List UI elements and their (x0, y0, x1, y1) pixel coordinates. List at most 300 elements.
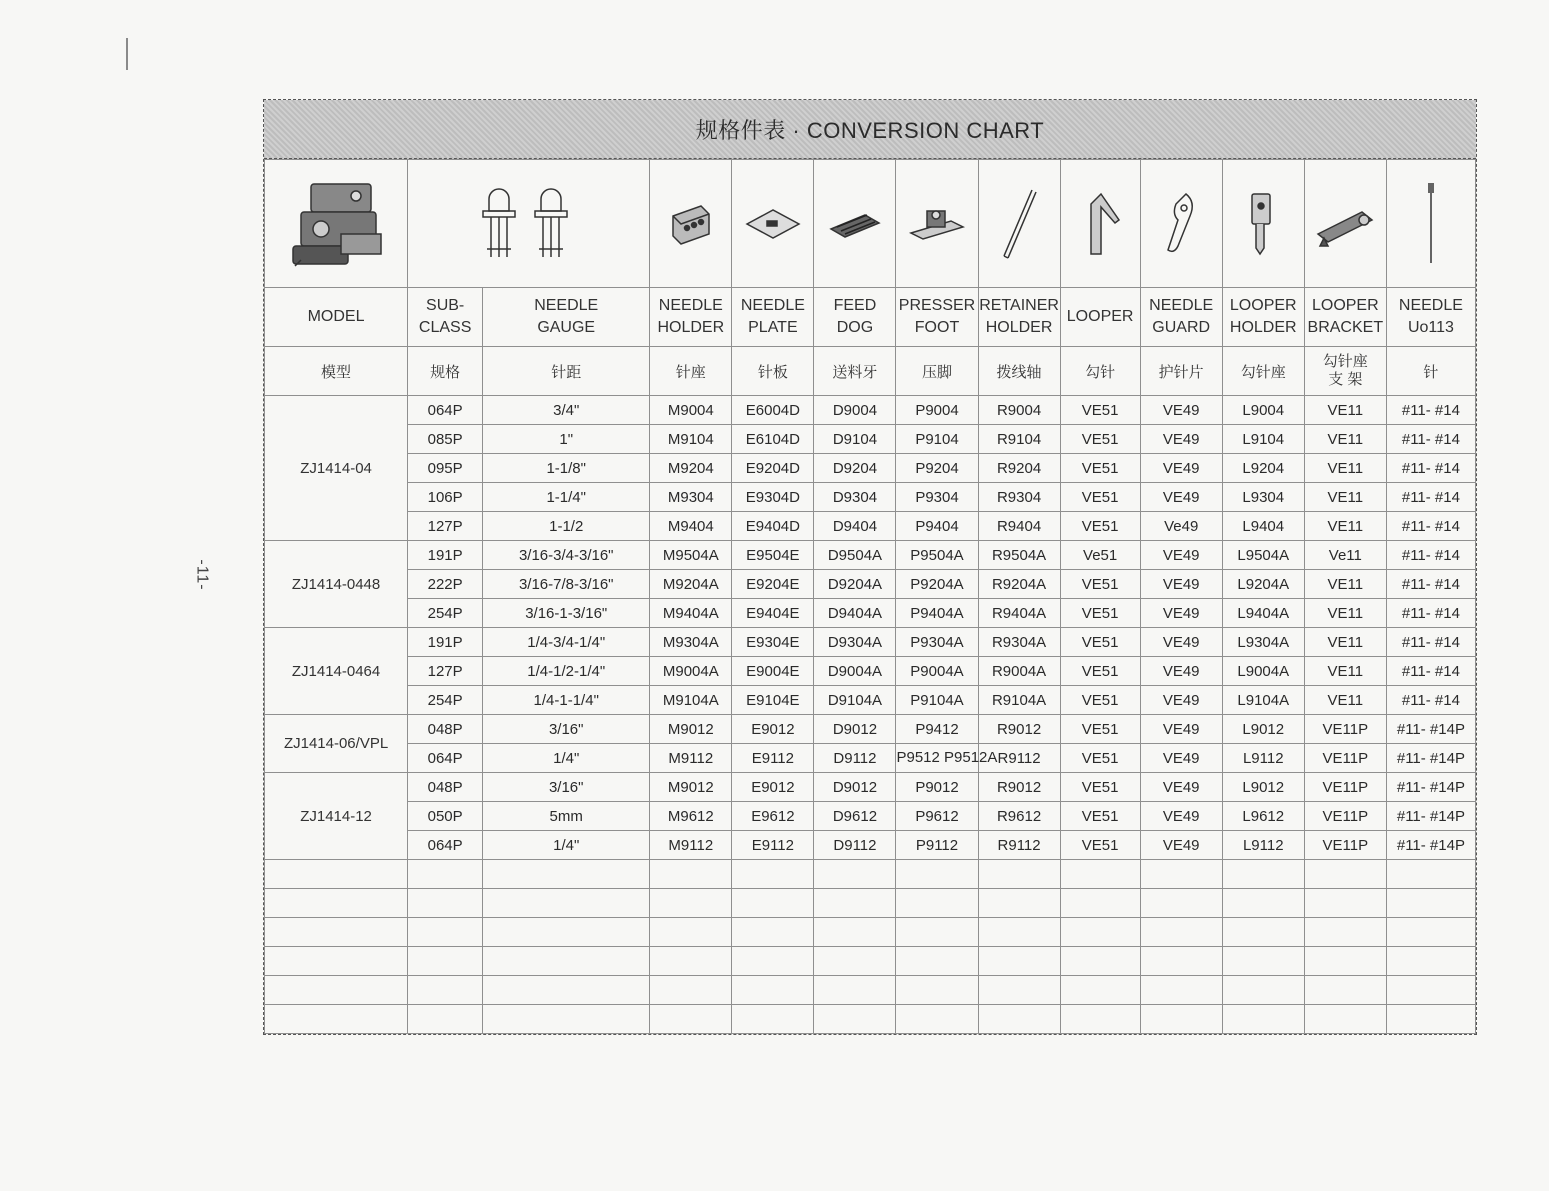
empty-cell (732, 889, 814, 918)
col-needle-holder-header-zh: 针座 (650, 347, 732, 396)
table-cell: P9512 P9512A (896, 744, 978, 773)
table-cell: D9304A (814, 628, 896, 657)
table-row (265, 483, 1476, 512)
col-presser-foot-header-zh: 压脚 (896, 347, 978, 396)
looper-holder-icon (1222, 160, 1304, 288)
table-cell: #11- #14 (1386, 396, 1475, 425)
empty-row (265, 1005, 1476, 1034)
table-cell: M9012 (650, 715, 732, 744)
empty-cell (896, 976, 978, 1005)
table-cell: L9112 (1222, 744, 1304, 773)
table-cell: VE11P (1304, 802, 1386, 831)
empty-cell (1304, 1005, 1386, 1034)
table-cell: E9504E (732, 541, 814, 570)
table-cell: E9012 (732, 715, 814, 744)
needle-holder-icon (650, 160, 732, 288)
empty-cell (1222, 947, 1304, 976)
chart-title: 规格件表 · CONVERSION CHART (264, 100, 1476, 159)
table-cell: L9504A (1222, 541, 1304, 570)
empty-cell (1140, 918, 1222, 947)
table-cell: R9204 (978, 454, 1060, 483)
table-cell: 064P (408, 831, 483, 860)
col-gauge-header: NEEDLE GAUGE (483, 288, 650, 347)
empty-cell (483, 889, 650, 918)
table-cell: R9104A (978, 686, 1060, 715)
table-cell: R9012 (978, 715, 1060, 744)
needle-gauge-icon (408, 160, 650, 288)
table-cell: E9104E (732, 686, 814, 715)
table-cell: 3/16-3/4-3/16" (483, 541, 650, 570)
table-cell: 1-1/4" (483, 483, 650, 512)
table-cell: 064P (408, 396, 483, 425)
table-cell: R9504A (978, 541, 1060, 570)
table-cell: VE49 (1140, 454, 1222, 483)
table-cell: 3/16-1-3/16" (483, 599, 650, 628)
col-subclass-header: SUB- CLASS (408, 288, 483, 347)
empty-cell (1222, 976, 1304, 1005)
header-row-chinese (265, 347, 1476, 396)
table-cell: 064P (408, 744, 483, 773)
empty-cell (408, 889, 483, 918)
table-cell: VE51 (1060, 657, 1140, 686)
empty-cell (265, 947, 408, 976)
looper-icon (1060, 160, 1140, 288)
table-cell: M9204 (650, 454, 732, 483)
table-cell: 3/4" (483, 396, 650, 425)
table-cell: VE49 (1140, 744, 1222, 773)
table-cell: P9204A (896, 570, 978, 599)
empty-cell (483, 860, 650, 889)
margin-mark (126, 38, 128, 70)
empty-cell (1222, 918, 1304, 947)
col-retainer-holder-header-zh: 拨线轴 (978, 347, 1060, 396)
table-cell: P9404 (896, 512, 978, 541)
table-cell: VE11P (1304, 831, 1386, 860)
empty-cell (1140, 860, 1222, 889)
empty-cell (978, 1005, 1060, 1034)
table-cell: P9304A (896, 628, 978, 657)
table-cell: E6004D (732, 396, 814, 425)
col-feed-dog-header: FEED DOG (814, 288, 896, 347)
col-looper-header: LOOPER (1060, 288, 1140, 347)
table-cell: L9104A (1222, 686, 1304, 715)
table-cell: VE49 (1140, 425, 1222, 454)
table-cell: E9404E (732, 599, 814, 628)
table-cell: P9004 (896, 396, 978, 425)
empty-cell (650, 860, 732, 889)
empty-cell (408, 976, 483, 1005)
table-cell: VE49 (1140, 396, 1222, 425)
conversion-chart-table (264, 159, 1476, 1034)
table-cell: VE11 (1304, 483, 1386, 512)
empty-cell (1386, 918, 1475, 947)
table-cell: L9012 (1222, 773, 1304, 802)
empty-cell (1060, 889, 1140, 918)
table-cell: M9404A (650, 599, 732, 628)
empty-row (265, 860, 1476, 889)
table-cell: R9304 (978, 483, 1060, 512)
table-row (265, 744, 1476, 773)
table-cell: VE51 (1060, 686, 1140, 715)
table-cell: #11- #14P (1386, 744, 1475, 773)
table-cell: L9204A (1222, 570, 1304, 599)
table-cell: R9112 (978, 831, 1060, 860)
table-cell: Ve11 (1304, 541, 1386, 570)
table-cell: L9404A (1222, 599, 1304, 628)
empty-cell (650, 976, 732, 1005)
table-cell: VE11 (1304, 570, 1386, 599)
table-cell: 3/16" (483, 773, 650, 802)
table-cell: 106P (408, 483, 483, 512)
col-needle-plate-header-zh: 针板 (732, 347, 814, 396)
empty-cell (265, 860, 408, 889)
empty-cell (732, 860, 814, 889)
table-cell: M9104 (650, 425, 732, 454)
table-cell: R9204A (978, 570, 1060, 599)
table-cell: L9304 (1222, 483, 1304, 512)
table-cell: P9112 (896, 831, 978, 860)
feed-dog-icon (814, 160, 896, 288)
table-cell: 1/4" (483, 831, 650, 860)
table-cell: #11- #14 (1386, 657, 1475, 686)
table-cell: 254P (408, 686, 483, 715)
col-needle-holder-header: NEEDLE HOLDER (650, 288, 732, 347)
table-cell: R9004A (978, 657, 1060, 686)
empty-cell (732, 976, 814, 1005)
table-cell: VE11 (1304, 396, 1386, 425)
table-cell: M9004A (650, 657, 732, 686)
table-cell: VE49 (1140, 802, 1222, 831)
table-row (265, 715, 1476, 744)
table-cell: M9104A (650, 686, 732, 715)
table-cell: #11- #14P (1386, 715, 1475, 744)
table-cell: #11- #14 (1386, 483, 1475, 512)
looper-bracket-icon (1304, 160, 1386, 288)
table-cell: 085P (408, 425, 483, 454)
empty-cell (896, 860, 978, 889)
empty-cell (1060, 976, 1140, 1005)
table-cell: L9004 (1222, 396, 1304, 425)
table-cell: VE11P (1304, 744, 1386, 773)
table-row (265, 396, 1476, 425)
col-gauge-header-zh: 针距 (483, 347, 650, 396)
col-looper-holder-header: LOOPER HOLDER (1222, 288, 1304, 347)
empty-cell (265, 976, 408, 1005)
empty-cell (1386, 889, 1475, 918)
empty-cell (814, 918, 896, 947)
table-cell: VE51 (1060, 425, 1140, 454)
empty-row (265, 889, 1476, 918)
table-row (265, 831, 1476, 860)
empty-cell (650, 918, 732, 947)
table-cell: D9204 (814, 454, 896, 483)
col-presser-foot-header: PRESSER FOOT (896, 288, 978, 347)
table-cell: VE11 (1304, 599, 1386, 628)
empty-cell (896, 889, 978, 918)
empty-cell (1304, 860, 1386, 889)
empty-cell (1304, 889, 1386, 918)
table-cell: VE51 (1060, 599, 1140, 628)
table-cell: R9112 (978, 744, 1060, 773)
col-model-header: MODEL (265, 288, 408, 347)
table-cell: P9304 (896, 483, 978, 512)
table-cell: M9204A (650, 570, 732, 599)
table-cell: #11- #14P (1386, 831, 1475, 860)
table-cell: #11- #14 (1386, 628, 1475, 657)
table-cell: #11- #14P (1386, 773, 1475, 802)
empty-cell (650, 889, 732, 918)
table-cell: L9404 (1222, 512, 1304, 541)
table-cell: 050P (408, 802, 483, 831)
table-cell: Ve51 (1060, 541, 1140, 570)
col-needle-guard-header: NEEDLE GUARD (1140, 288, 1222, 347)
table-cell: E9004E (732, 657, 814, 686)
empty-cell (1060, 918, 1140, 947)
empty-cell (1060, 947, 1140, 976)
table-cell: M9112 (650, 744, 732, 773)
table-cell: L9012 (1222, 715, 1304, 744)
table-cell: L9004A (1222, 657, 1304, 686)
table-cell: D9104 (814, 425, 896, 454)
table-row (265, 454, 1476, 483)
table-cell: VE51 (1060, 483, 1140, 512)
table-cell: P9104A (896, 686, 978, 715)
table-cell: L9104 (1222, 425, 1304, 454)
table-cell: 1-1/2 (483, 512, 650, 541)
table-cell: E9612 (732, 802, 814, 831)
table-cell: #11- #14 (1386, 541, 1475, 570)
table-cell: VE49 (1140, 686, 1222, 715)
col-model-header-zh: 模型 (265, 347, 408, 396)
table-cell: VE51 (1060, 715, 1140, 744)
empty-cell (650, 1005, 732, 1034)
sewing-machine-icon (265, 160, 408, 288)
table-row (265, 686, 1476, 715)
empty-cell (1140, 889, 1222, 918)
table-cell: VE51 (1060, 831, 1140, 860)
table-cell: D9004 (814, 396, 896, 425)
header-row-english (265, 288, 1476, 347)
table-cell: VE11 (1304, 512, 1386, 541)
empty-cell (1386, 947, 1475, 976)
empty-cell (1222, 889, 1304, 918)
table-cell: D9404A (814, 599, 896, 628)
table-cell: 1/4-1-1/4" (483, 686, 650, 715)
empty-cell (483, 947, 650, 976)
table-cell: P9404A (896, 599, 978, 628)
col-retainer-holder-header: RETAINER HOLDER (978, 288, 1060, 347)
table-cell: L9112 (1222, 831, 1304, 860)
table-cell: VE49 (1140, 715, 1222, 744)
page-number: -11- (193, 559, 211, 591)
empty-cell (1386, 1005, 1475, 1034)
empty-cell (978, 947, 1060, 976)
table-cell: VE49 (1140, 657, 1222, 686)
table-cell: 095P (408, 454, 483, 483)
empty-row (265, 976, 1476, 1005)
table-cell: R9404 (978, 512, 1060, 541)
table-cell: VE11 (1304, 425, 1386, 454)
col-needle-plate-header: NEEDLE PLATE (732, 288, 814, 347)
empty-row (265, 918, 1476, 947)
table-cell: M9304A (650, 628, 732, 657)
conversion-chart-sheet (263, 99, 1477, 1035)
table-cell: 048P (408, 773, 483, 802)
table-row (265, 541, 1476, 570)
table-cell: Ve49 (1140, 512, 1222, 541)
table-cell: E9112 (732, 831, 814, 860)
table-cell: D9112 (814, 744, 896, 773)
table-cell: VE51 (1060, 570, 1140, 599)
empty-cell (732, 1005, 814, 1034)
table-cell: P9012 (896, 773, 978, 802)
empty-cell (408, 860, 483, 889)
table-row (265, 512, 1476, 541)
empty-cell (650, 947, 732, 976)
table-cell: VE11 (1304, 686, 1386, 715)
empty-cell (896, 1005, 978, 1034)
table-cell: L9612 (1222, 802, 1304, 831)
table-cell: VE49 (1140, 570, 1222, 599)
table-cell: D9612 (814, 802, 896, 831)
table-cell: M9404 (650, 512, 732, 541)
table-cell: E9012 (732, 773, 814, 802)
table-cell: E9204E (732, 570, 814, 599)
table-cell: VE51 (1060, 744, 1140, 773)
empty-cell (1060, 1005, 1140, 1034)
table-cell: E9404D (732, 512, 814, 541)
table-cell: 191P (408, 541, 483, 570)
table-cell: L9204 (1222, 454, 1304, 483)
retainer-holder-icon (978, 160, 1060, 288)
empty-cell (814, 976, 896, 1005)
table-cell: E9304D (732, 483, 814, 512)
empty-row (265, 947, 1476, 976)
col-looper-header-zh: 勾针 (1060, 347, 1140, 396)
empty-cell (814, 889, 896, 918)
empty-cell (1222, 1005, 1304, 1034)
table-row (265, 599, 1476, 628)
table-cell: #11- #14 (1386, 599, 1475, 628)
table-cell: R9104 (978, 425, 1060, 454)
empty-cell (896, 918, 978, 947)
empty-cell (408, 947, 483, 976)
table-cell: VE51 (1060, 454, 1140, 483)
table-cell: VE49 (1140, 831, 1222, 860)
table-row (265, 425, 1476, 454)
empty-cell (1222, 860, 1304, 889)
empty-cell (483, 976, 650, 1005)
table-cell: R9612 (978, 802, 1060, 831)
empty-cell (978, 889, 1060, 918)
col-subclass-header-zh: 规格 (408, 347, 483, 396)
empty-cell (732, 918, 814, 947)
table-cell: 048P (408, 715, 483, 744)
table-cell: E9204D (732, 454, 814, 483)
icon-row (265, 160, 1476, 288)
table-cell: D9004A (814, 657, 896, 686)
model-cell: ZJ1414-04 (265, 396, 408, 541)
table-cell: VE51 (1060, 802, 1140, 831)
table-cell: VE49 (1140, 483, 1222, 512)
table-cell: 191P (408, 628, 483, 657)
col-looper-bracket-header: LOOPER BRACKET (1304, 288, 1386, 347)
table-cell: VE49 (1140, 773, 1222, 802)
table-cell: #11- #14 (1386, 512, 1475, 541)
table-cell: 5mm (483, 802, 650, 831)
table-cell: 3/16-7/8-3/16" (483, 570, 650, 599)
table-cell: VE51 (1060, 396, 1140, 425)
table-cell: D9112 (814, 831, 896, 860)
table-cell: #11- #14 (1386, 454, 1475, 483)
col-needle-guard-header-zh: 护针片 (1140, 347, 1222, 396)
table-cell: D9504A (814, 541, 896, 570)
table-row (265, 628, 1476, 657)
empty-cell (1304, 976, 1386, 1005)
table-cell: D9204A (814, 570, 896, 599)
table-cell: 1/4-1/2-1/4" (483, 657, 650, 686)
table-cell: P9612 (896, 802, 978, 831)
table-row (265, 773, 1476, 802)
table-cell: P9204 (896, 454, 978, 483)
empty-cell (814, 860, 896, 889)
table-cell: VE11 (1304, 628, 1386, 657)
table-cell: 1" (483, 425, 650, 454)
table-cell: R9304A (978, 628, 1060, 657)
table-cell: 1/4-3/4-1/4" (483, 628, 650, 657)
table-cell: VE51 (1060, 628, 1140, 657)
table-cell: P9004A (896, 657, 978, 686)
table-cell: 1-1/8" (483, 454, 650, 483)
empty-cell (483, 918, 650, 947)
empty-cell (1386, 976, 1475, 1005)
presser-foot-icon (896, 160, 978, 288)
model-cell: ZJ1414-0448 (265, 541, 408, 628)
table-cell: P9412 (896, 715, 978, 744)
empty-cell (265, 889, 408, 918)
table-cell: P9104 (896, 425, 978, 454)
table-cell: M9304 (650, 483, 732, 512)
table-cell: #11- #14 (1386, 686, 1475, 715)
table-cell: 127P (408, 657, 483, 686)
empty-cell (814, 947, 896, 976)
table-cell: E6104D (732, 425, 814, 454)
col-needle-header: NEEDLE Uo113 (1386, 288, 1475, 347)
empty-cell (408, 1005, 483, 1034)
table-cell: VE49 (1140, 541, 1222, 570)
table-cell: D9012 (814, 773, 896, 802)
table-cell: E9112 (732, 744, 814, 773)
empty-cell (896, 947, 978, 976)
table-cell: #11- #14 (1386, 425, 1475, 454)
col-looper-holder-header-zh: 勾针座 (1222, 347, 1304, 396)
table-cell: #11- #14 (1386, 570, 1475, 599)
col-looper-bracket-header-zh: 勾针座 支 架 (1304, 347, 1386, 396)
table-row (265, 570, 1476, 599)
empty-cell (1140, 947, 1222, 976)
table-cell: 3/16" (483, 715, 650, 744)
table-cell: VE49 (1140, 628, 1222, 657)
table-cell: VE49 (1140, 599, 1222, 628)
table-cell: D9304 (814, 483, 896, 512)
model-cell: ZJ1414-06/VPL (265, 715, 408, 773)
model-cell: ZJ1414-0464 (265, 628, 408, 715)
model-cell: ZJ1414-12 (265, 773, 408, 860)
empty-cell (978, 860, 1060, 889)
needle-plate-icon (732, 160, 814, 288)
table-cell: M9504A (650, 541, 732, 570)
table-cell: M9004 (650, 396, 732, 425)
